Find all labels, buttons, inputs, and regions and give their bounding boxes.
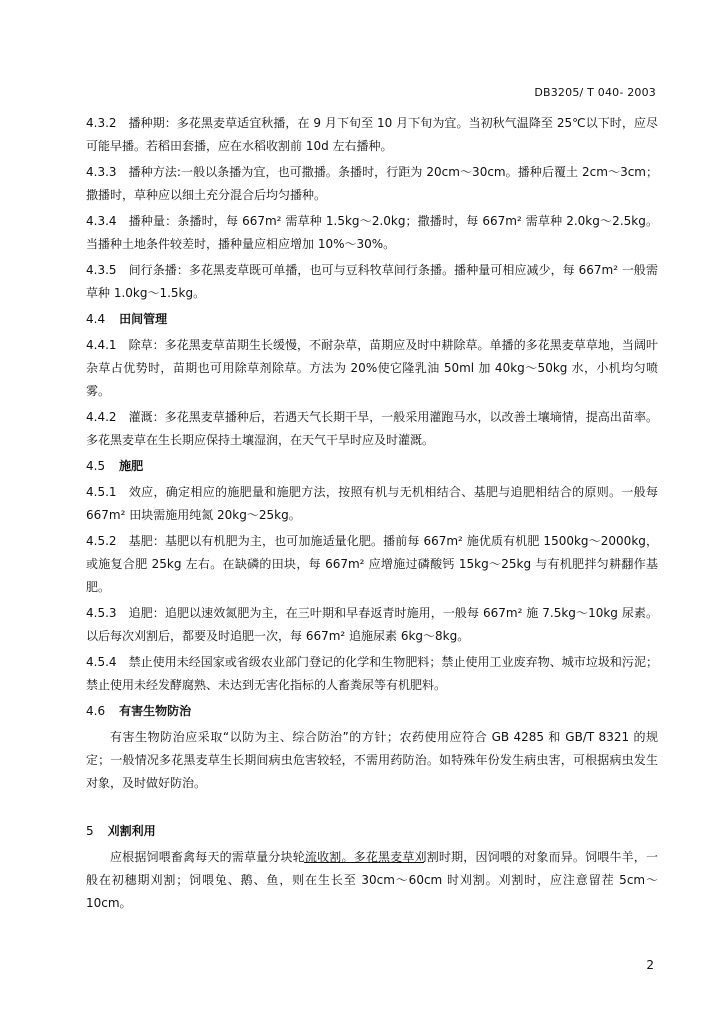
clause-paragraph (86, 602, 658, 648)
page-number: 2 (646, 958, 654, 972)
clause-text: 除草：多花黑麦草苗期生长缓慢，不耐杂草，苗期应及时中耕除草。单播的多花黑麦草草地，当阔叶杂草占优势时，苗期也可用除草剂除草。方法为 20%使它隆乳油 50ml 加 40kg～50kg 水，小机均匀喷雾。 (86, 338, 658, 398)
clause-paragraph (86, 530, 658, 599)
end-rule (304, 862, 424, 863)
clause-paragraph (86, 481, 658, 527)
clause-paragraph (86, 210, 658, 256)
section-heading (86, 700, 658, 723)
standard-code: DB3205/ T 040- 2003 (534, 86, 656, 99)
clause-number: 4.4.1 (86, 338, 117, 352)
section-gap (86, 798, 658, 820)
clause-text: 基肥：基肥以有机肥为主，也可加施适量化肥。播前每 667m² 施优质有机肥 1500kg～2000kg，或施复合肥 25kg 左右。在缺磷的田块，每 667m² 应增施过磷酸钙 15kg～25kg 与有机肥拌匀耕翻作基肥。 (86, 534, 658, 594)
clause-text: 播种方法:一般以条播为宜，也可撒播。条播时，行距为 20cm～30cm。播种后覆土 2cm～3cm；撒播时，草种应以细土充分混合后均匀播种。 (86, 165, 658, 202)
clause-text: 间行条播：多花黑麦草既可单播，也可与豆科牧草间行条播。播种量可相应减少，每 667m² 一般需草种 1.0kg～1.5kg。 (86, 263, 658, 300)
clause-number: 4.3.5 (86, 263, 117, 277)
clause-text: 播种期：多花黑麦草适宜秋播，在 9 月下旬至 10 月下旬为宜。当初秋气温降至 25℃以下时，应尽可能早播。若稻田套播，应在水稻收割前 10d 左右播种。 (86, 116, 658, 153)
clause-paragraph (86, 334, 658, 403)
body-paragraph: 有害生物防治应采取“以防为主、综合防治”的方针；农药使用应符合 GB 4285 和 GB/T 8321 的规定；一般情况多花黑麦草生长期间病虫危害较轻，不需用药防治。如特殊年份发生病虫害，可根据病虫发生对象，及时做好防治。 (86, 730, 658, 790)
clause-text: 效应，确定相应的施肥量和施肥方法，按照有机与无机相结合、基肥与追肥相结合的原则。一般每 667m² 田块需施用纯氮 20kg～25kg。 (86, 485, 658, 522)
clause-number: 4.3.4 (86, 214, 117, 228)
document-body (86, 112, 658, 918)
section-number: 4.5 (86, 459, 106, 473)
section-number: 4.6 (86, 704, 106, 718)
clause-text: 播种量：条播时，每 667m² 需草种 1.5kg～2.0kg；撒播时，每 667m² 需草种 2.0kg～2.5kg。当播种土地条件较差时，播种量应相应增加 10%～30%。 (86, 214, 658, 251)
section-number: 5 (86, 824, 94, 838)
section-heading (86, 820, 658, 843)
section-heading (86, 455, 658, 478)
section-heading-text: 田间管理 (119, 312, 168, 326)
clause-number: 4.5.1 (86, 485, 117, 499)
body-paragraph: 应根据饲喂畜禽每天的需草量分块轮流收割。多花黑麦草刈割时期，因饲喂的对象而异。饲喂牛羊，一般在初穗期刈割；饲喂兔、鹅、鱼，则在生长至 30cm～60cm 时刈割。刈割时，应注意留茬 5cm～10cm。 (86, 850, 658, 910)
section-heading (86, 308, 658, 331)
clause-paragraph (86, 112, 658, 158)
section-heading-text: 刈割利用 (107, 824, 156, 838)
clause-number: 4.4.2 (86, 410, 117, 424)
section-number: 4.4 (86, 312, 106, 326)
clause-number: 4.5.3 (86, 606, 117, 620)
clause-number: 4.5.4 (86, 655, 117, 669)
clause-paragraph (86, 161, 658, 207)
clause-paragraph (86, 406, 658, 452)
clause-number: 4.5.2 (86, 534, 117, 548)
section-heading-text: 施肥 (119, 459, 144, 473)
section-heading-text: 有害生物防治 (119, 704, 192, 718)
clause-text: 灌溉：多花黑麦草播种后，若遇天气长期干旱，一般采用灌跑马水，以改善土壤墒情，提高出苗率。多花黑麦草在生长期应保持土壤湿润，在天气干旱时应及时灌溉。 (86, 410, 658, 447)
clause-paragraph (86, 259, 658, 305)
clause-text: 追肥：追肥以速效氮肥为主，在三叶期和早春返青时施用，一般每 667m² 施 7.5kg～10kg 尿素。以后每次刈割后，都要及时追肥一次，每 667m² 追施尿素 6kg～8kg。 (86, 606, 658, 643)
clause-number: 4.3.2 (86, 116, 117, 130)
clause-paragraph (86, 651, 658, 697)
clause-text: 禁止使用未经国家或省级农业部门登记的化学和生物肥料；禁止使用工业废弃物、城市垃圾和污泥；禁止使用未经发酵腐熟、未达到无害化指标的人畜粪尿等有机肥料。 (86, 655, 658, 692)
clause-number: 4.3.3 (86, 165, 117, 179)
